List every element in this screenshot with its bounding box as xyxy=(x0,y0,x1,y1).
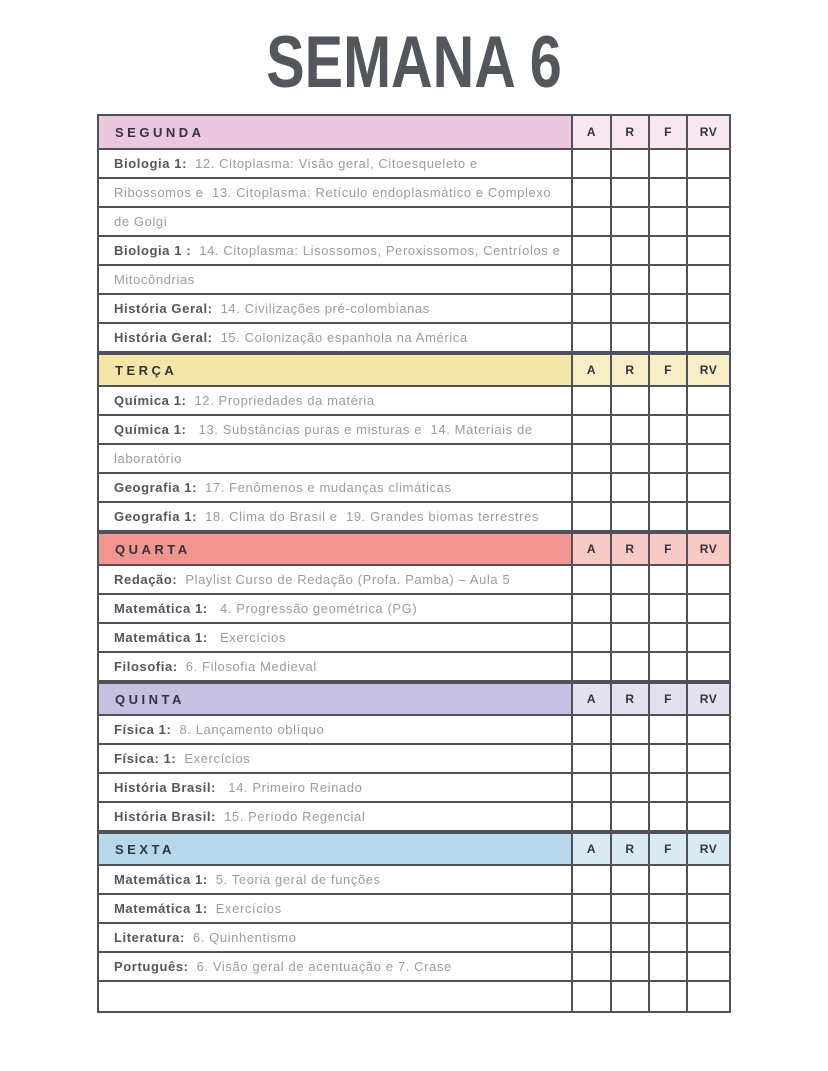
lesson-row xyxy=(99,208,729,237)
checkbox-a[interactable] xyxy=(571,716,610,743)
checkbox-f[interactable] xyxy=(648,387,686,414)
lesson-text: Exercícios xyxy=(184,751,251,766)
lesson-description xyxy=(99,595,571,622)
checkbox-r[interactable] xyxy=(610,474,648,501)
lesson-text: 14. Primeiro Reinado xyxy=(224,780,363,795)
checkbox-a[interactable] xyxy=(571,474,610,501)
checkbox-rv[interactable] xyxy=(686,653,729,680)
lesson-description xyxy=(99,716,571,743)
checkbox-f[interactable] xyxy=(648,266,686,293)
subject-label: História Geral: xyxy=(114,330,213,345)
column-header-r: R xyxy=(610,834,648,864)
day-header-label: QUINTA xyxy=(115,691,185,707)
checkbox-rv[interactable] xyxy=(686,716,729,743)
lesson-row xyxy=(99,474,729,503)
lesson-description xyxy=(99,208,571,235)
checkbox-r[interactable] xyxy=(610,803,648,830)
column-header-a: A xyxy=(571,534,610,564)
checkbox-rv[interactable] xyxy=(686,624,729,651)
checkbox-r[interactable] xyxy=(610,503,648,530)
checkbox-f[interactable] xyxy=(648,445,686,472)
lesson-description xyxy=(99,982,571,1011)
checkbox-a[interactable] xyxy=(571,595,610,622)
subject-label: Geografia 1: xyxy=(114,509,198,524)
lesson-text: 14. Civilizações pré-colombianas xyxy=(220,301,430,316)
checkbox-rv[interactable] xyxy=(686,266,729,293)
lesson-description xyxy=(99,774,571,801)
checkbox-f[interactable] xyxy=(648,774,686,801)
checkbox-f[interactable] xyxy=(648,324,686,351)
lesson-row xyxy=(99,237,729,266)
lesson-text: de Golgi xyxy=(114,214,168,229)
checkbox-f[interactable] xyxy=(648,566,686,593)
column-header-a: A xyxy=(571,116,610,148)
lesson-description xyxy=(99,416,571,443)
subject-label: Química 1: xyxy=(114,393,187,408)
lesson-row xyxy=(99,716,729,745)
checkbox-r[interactable] xyxy=(610,982,648,1011)
subject-label: Matemática 1: xyxy=(114,601,208,616)
subject-label: Matemática 1: xyxy=(114,872,208,887)
checkbox-f[interactable] xyxy=(648,416,686,443)
checkbox-r[interactable] xyxy=(610,237,648,264)
checkbox-r[interactable] xyxy=(610,924,648,951)
subject-label: Física 1: xyxy=(114,722,172,737)
checkbox-a[interactable] xyxy=(571,653,610,680)
checkbox-r[interactable] xyxy=(610,566,648,593)
lesson-description xyxy=(99,387,571,414)
column-header-rv: RV xyxy=(686,534,729,564)
checkbox-a[interactable] xyxy=(571,503,610,530)
checkbox-a[interactable] xyxy=(571,866,610,893)
checkbox-rv[interactable] xyxy=(686,416,729,443)
lesson-text: Playlist Curso de Redação (Profa. Pamba) – Aula 5 xyxy=(185,572,511,587)
lesson-row xyxy=(99,924,729,953)
day-header-segunda xyxy=(99,116,729,150)
lesson-text: 6. Filosofia Medieval xyxy=(185,659,317,674)
checkbox-rv[interactable] xyxy=(686,866,729,893)
subject-label: História Brasil: xyxy=(114,809,217,824)
checkbox-r[interactable] xyxy=(610,179,648,206)
day-header-quarta xyxy=(99,532,729,566)
checkbox-rv[interactable] xyxy=(686,774,729,801)
checkbox-r[interactable] xyxy=(610,208,648,235)
subject-label: Química 1: xyxy=(114,422,187,437)
checkbox-rv[interactable] xyxy=(686,474,729,501)
lesson-row xyxy=(99,653,729,682)
subject-label: Matemática 1: xyxy=(114,630,208,645)
checkbox-a[interactable] xyxy=(571,295,610,322)
lesson-text: 4. Progressão geométrica (PG) xyxy=(215,601,418,616)
lesson-description xyxy=(99,745,571,772)
checkbox-f[interactable] xyxy=(648,624,686,651)
day-header-label: SEGUNDA xyxy=(115,124,205,140)
checkbox-a[interactable] xyxy=(571,208,610,235)
checkbox-rv[interactable] xyxy=(686,595,729,622)
lesson-description xyxy=(99,803,571,830)
day-header-quinta xyxy=(99,682,729,716)
subject-label: História Brasil: xyxy=(114,780,217,795)
checkbox-f[interactable] xyxy=(648,150,686,177)
checkbox-f[interactable] xyxy=(648,503,686,530)
column-header-f: F xyxy=(648,116,686,148)
lesson-text: Exercícios xyxy=(215,901,282,916)
column-header-f: F xyxy=(648,534,686,564)
column-header-f: F xyxy=(648,684,686,714)
checkbox-r[interactable] xyxy=(610,653,648,680)
day-header-label: SEXTA xyxy=(115,841,175,857)
lesson-description xyxy=(99,653,571,680)
checkbox-rv[interactable] xyxy=(686,895,729,922)
checkbox-r[interactable] xyxy=(610,716,648,743)
column-header-rv: RV xyxy=(686,116,729,148)
column-header-rv: RV xyxy=(686,834,729,864)
checkbox-r[interactable] xyxy=(610,745,648,772)
checkbox-rv[interactable] xyxy=(686,745,729,772)
lesson-row xyxy=(99,566,729,595)
checkbox-r[interactable] xyxy=(610,445,648,472)
checkbox-f[interactable] xyxy=(648,895,686,922)
lesson-text: 12. Citoplasma: Visão geral, Citoesqueleto e xyxy=(195,156,478,171)
checkbox-r[interactable] xyxy=(610,774,648,801)
checkbox-rv[interactable] xyxy=(686,387,729,414)
lesson-description xyxy=(99,295,571,322)
checkbox-a[interactable] xyxy=(571,324,610,351)
checkbox-f[interactable] xyxy=(648,866,686,893)
checkbox-rv[interactable] xyxy=(686,179,729,206)
checkbox-rv[interactable] xyxy=(686,150,729,177)
lesson-text: 5. Teoria geral de funções xyxy=(215,872,381,887)
lesson-text: 6. Visão geral de acentuação e 7. Crase xyxy=(196,959,452,974)
lesson-row xyxy=(99,866,729,895)
lesson-row xyxy=(99,745,729,774)
checkbox-f[interactable] xyxy=(648,953,686,980)
lesson-row xyxy=(99,624,729,653)
subject-label: Geografia 1: xyxy=(114,480,198,495)
lesson-description xyxy=(99,895,571,922)
checkbox-a[interactable] xyxy=(571,982,610,1011)
checkbox-rv[interactable] xyxy=(686,803,729,830)
lesson-text: Ribossomos e 13. Citoplasma: Retículo endoplasmático e Complexo xyxy=(114,185,552,200)
checkbox-rv[interactable] xyxy=(686,503,729,530)
lesson-description xyxy=(99,866,571,893)
lesson-text: Mitocôndrias xyxy=(114,272,195,287)
lesson-row xyxy=(99,387,729,416)
lesson-description xyxy=(99,237,571,264)
lesson-description xyxy=(99,953,571,980)
lesson-description xyxy=(99,324,571,351)
lesson-description xyxy=(99,445,571,472)
checkbox-f[interactable] xyxy=(648,237,686,264)
checkbox-f[interactable] xyxy=(648,716,686,743)
lesson-text: 17. Fenômenos e mudanças climáticas xyxy=(205,480,452,495)
checkbox-a[interactable] xyxy=(571,179,610,206)
checkbox-a[interactable] xyxy=(571,745,610,772)
lesson-row xyxy=(99,445,729,474)
lesson-row xyxy=(99,150,729,179)
checkbox-rv[interactable] xyxy=(686,445,729,472)
column-header-r: R xyxy=(610,684,648,714)
checkbox-r[interactable] xyxy=(610,953,648,980)
lesson-description xyxy=(99,566,571,593)
checkbox-a[interactable] xyxy=(571,803,610,830)
checkbox-f[interactable] xyxy=(648,595,686,622)
checkbox-rv[interactable] xyxy=(686,566,729,593)
lesson-row xyxy=(99,982,729,1011)
lesson-description xyxy=(99,924,571,951)
column-header-a: A xyxy=(571,834,610,864)
checkbox-r[interactable] xyxy=(610,866,648,893)
column-header-r: R xyxy=(610,355,648,385)
column-header-r: R xyxy=(610,534,648,564)
lesson-row xyxy=(99,895,729,924)
checkbox-f[interactable] xyxy=(648,653,686,680)
subject-label: Português: xyxy=(114,959,189,974)
lesson-description xyxy=(99,150,571,177)
checkbox-f[interactable] xyxy=(648,803,686,830)
checkbox-f[interactable] xyxy=(648,474,686,501)
checkbox-r[interactable] xyxy=(610,295,648,322)
checkbox-a[interactable] xyxy=(571,445,610,472)
checkbox-a[interactable] xyxy=(571,387,610,414)
checkbox-r[interactable] xyxy=(610,595,648,622)
checkbox-rv[interactable] xyxy=(686,295,729,322)
checkbox-a[interactable] xyxy=(571,416,610,443)
lesson-text: 18. Clima do Brasil e 19. Grandes biomas terrestres xyxy=(205,509,540,524)
lesson-row xyxy=(99,803,729,832)
lesson-row xyxy=(99,503,729,532)
checkbox-rv[interactable] xyxy=(686,982,729,1011)
checkbox-r[interactable] xyxy=(610,387,648,414)
checkbox-rv[interactable] xyxy=(686,237,729,264)
subject-label: Matemática 1: xyxy=(114,901,208,916)
checkbox-r[interactable] xyxy=(610,624,648,651)
column-header-a: A xyxy=(571,355,610,385)
checkbox-rv[interactable] xyxy=(686,208,729,235)
day-header-terc-a xyxy=(99,353,729,387)
lesson-text: 8. Lançamento oblíquo xyxy=(179,722,325,737)
lesson-text: 15. Colonização espanhola na América xyxy=(220,330,468,345)
column-header-rv: RV xyxy=(686,684,729,714)
lesson-text: 6. Quinhentismo xyxy=(192,930,297,945)
checkbox-a[interactable] xyxy=(571,266,610,293)
checkbox-a[interactable] xyxy=(571,924,610,951)
lesson-description xyxy=(99,179,571,206)
checkbox-f[interactable] xyxy=(648,745,686,772)
subject-label: Filosofia: xyxy=(114,659,178,674)
lesson-row xyxy=(99,595,729,624)
lesson-row xyxy=(99,266,729,295)
lesson-text: 14. Citoplasma: Lisossomos, Peroxissomos, Centríolos e xyxy=(199,243,561,258)
lesson-row xyxy=(99,324,729,353)
checkbox-a[interactable] xyxy=(571,895,610,922)
column-header-a: A xyxy=(571,684,610,714)
lesson-row xyxy=(99,295,729,324)
lesson-row xyxy=(99,953,729,982)
checkbox-a[interactable] xyxy=(571,237,610,264)
subject-label: Biologia 1 : xyxy=(114,243,192,258)
checkbox-f[interactable] xyxy=(648,179,686,206)
checkbox-a[interactable] xyxy=(571,150,610,177)
lesson-text: 15. Período Regencial xyxy=(224,809,366,824)
checkbox-f[interactable] xyxy=(648,208,686,235)
lesson-description xyxy=(99,503,571,530)
checkbox-r[interactable] xyxy=(610,895,648,922)
column-header-f: F xyxy=(648,834,686,864)
subject-label: Física: 1: xyxy=(114,751,177,766)
subject-label: Literatura: xyxy=(114,930,185,945)
lesson-text: laboratório xyxy=(114,451,183,466)
lesson-text: 12. Propriedades da matéria xyxy=(194,393,375,408)
lesson-row xyxy=(99,416,729,445)
lesson-description xyxy=(99,474,571,501)
checkbox-a[interactable] xyxy=(571,566,610,593)
checkbox-a[interactable] xyxy=(571,774,610,801)
schedule-table xyxy=(97,114,731,1013)
lesson-description xyxy=(99,624,571,651)
checkbox-a[interactable] xyxy=(571,953,610,980)
checkbox-f[interactable] xyxy=(648,295,686,322)
lesson-row xyxy=(99,179,729,208)
column-header-r: R xyxy=(610,116,648,148)
checkbox-rv[interactable] xyxy=(686,324,729,351)
subject-label: Redação: xyxy=(114,572,178,587)
checkbox-f[interactable] xyxy=(648,924,686,951)
day-header-sexta xyxy=(99,832,729,866)
day-header-label: TERÇA xyxy=(115,362,178,378)
checkbox-rv[interactable] xyxy=(686,953,729,980)
checkbox-r[interactable] xyxy=(610,416,648,443)
day-header-label: QUARTA xyxy=(115,541,191,557)
lesson-row xyxy=(99,774,729,803)
column-header-f: F xyxy=(648,355,686,385)
column-header-rv: RV xyxy=(686,355,729,385)
checkbox-a[interactable] xyxy=(571,624,610,651)
subject-label: História Geral: xyxy=(114,301,213,316)
page-title: SEMANA 6 xyxy=(266,21,562,104)
lesson-text: Exercícios xyxy=(215,630,286,645)
subject-label: Biologia 1: xyxy=(114,156,188,171)
lesson-text: 13. Substâncias puras e misturas e 14. Materiais de xyxy=(194,422,533,437)
checkbox-r[interactable] xyxy=(610,150,648,177)
checkbox-rv[interactable] xyxy=(686,924,729,951)
checkbox-r[interactable] xyxy=(610,266,648,293)
checkbox-r[interactable] xyxy=(610,324,648,351)
checkbox-f[interactable] xyxy=(648,982,686,1011)
lesson-description xyxy=(99,266,571,293)
